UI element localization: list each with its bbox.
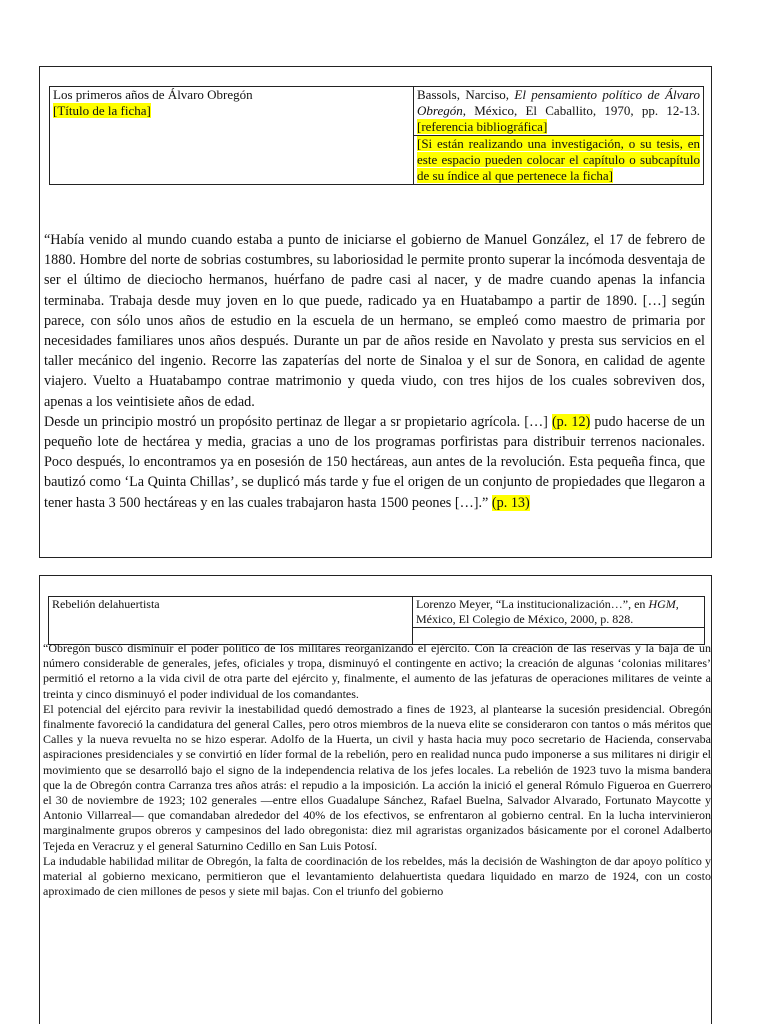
ref-rest: , México, El Caballito, 1970, pp. 12-13. — [462, 103, 700, 118]
ref-work: El pensamiento político de Álvaro Obregón — [417, 87, 700, 118]
chapter-cell — [414, 136, 704, 185]
quote-body — [44, 230, 705, 513]
card-title: Rebelión delahuertista — [52, 597, 160, 611]
quote-paragraph: “Había venido al mundo cuando estaba a punto de iniciarse el gobierno de Manuel González, el 17 de febrero de 1880. Hombre del norte de sobrias costumbres, su laboriosidad le permite pronto superar la incómoda desventaja de ser el último de dieciocho hermanos, huérfano de padre casi al nacer, y de madre cuando apenas la infancia terminaba. Trabaja desde muy joven en lo que puede, radicado ya en Huatabampo a partir de 1890. […] según parece, con sólo unos años de estudio en la escuela de un hermano, se empleó como maestro de primaria por necesidades familiares unos años después. Durante un par de años reside en Navolato y presta sus servicios en el taller mecánico del ingenio. Recorre las zapaterías del norte de Sinaloa y el sur de Sonora, en calidad de agente viajero. Vuelto a Huatabampo contrae matrimonio y queda viudo, con tres hijos de los cuales sobreviven dos, apenas a los veintisiete años de edad. — [44, 232, 705, 410]
reference-card-2 — [39, 575, 712, 1024]
reference-card-1 — [39, 66, 712, 558]
ref-author: Bassols, Narciso, — [417, 87, 515, 102]
quote-paragraph: El potencial del ejército para revivir la inestabilidad quedó demostrado a fines de 1923, al plantearse la sucesión presidencial. Obregón finalmente favoreció la candidatura del general Calles, pero otros miembros de la nueva elite se consideraron con tantos o más méritos que Calles y la nueva revuelta no se hizo esperar. Adolfo de la Huerta, un civil y hasta hacia muy poco secretario de Hacienda, conservaba aspiraciones presidenciales y se convirtió en líder formal de la rebelión, pero en realidad nunca pudo imponerse a sus militares ni dirigir el movimiento que se desarrolló bajo el signo de la independencia relativa de los jefes locales. La rebelión de 1923 tuvo la misma bandera que la de Obregón contra Carranza tres años atrás: el repudio a la imposición. La acción la inició el general Rómulo Figueroa en Guerrero el 30 de noviembre de 1923; 102 generales —entre ellos Guadalupe Sánchez, Rafael Buelna, Salvador Alvarado, Fortunato Maycotte y Antonio Villarreal— que comandaban alrededor del 40% de los efectivos, se enfrentaron al gobierno central. En la lucha intervinieron marginalmente grupos obreros y campesinos del lado obregonista: diez mil agraristas organizados básicamente por el coronel Adalberto Tejeda en Veracruz y el general Saturnino Cedillo en San Luis Potosí. — [43, 701, 711, 853]
chapter-note: [Si están realizando una investigación, o su tesis, en este espacio pueden colocar el capítulo o subcapítulo de su índice al que pertenece la ficha] — [417, 136, 700, 183]
ref-rest: México, El Colegio de México, 2000, p. 828. — [416, 612, 634, 626]
quote-text: Desde un principio mostró un propósito pertinaz de llegar a sr propietario agrícola. […] — [44, 413, 552, 430]
title-cell — [49, 597, 413, 645]
title-cell — [50, 87, 414, 185]
ref-pre: Lorenzo Meyer, “La institucionalización…”, en — [416, 597, 649, 611]
reference-cell — [414, 87, 704, 136]
card-title: Los primeros años de Álvaro Obregón — [53, 87, 253, 102]
quote-paragraph: La indudable habilidad militar de Obregón, la falta de coordinación de los rebeldes, más la decisión de Washington de dar apoyo político y material al gobierno mexicano, permitieron que el levantamiento delahuertista quedara liquidado en marzo de 1924, con un costo aproximado de cien millones de pesos y siete mil bajas. Con el triunfo del gobierno — [43, 853, 711, 899]
reference-cell — [413, 597, 705, 628]
page-ref: (p. 13) — [491, 494, 530, 511]
quote-body — [43, 641, 711, 899]
quote-text: pudo hacerse de un pequeño lote de hectárea y media, gracias a uno de los programas porfiristas para distribuir terrenos nacionales. Poco después, lo encontramos ya en posesión de 150 hectáreas, aun antes de la revolución. Esta pequeña finca, que bautizó como ‘La Quinta Chillas’, se duplicó más tarde y fue el origen de un conjunto de propiedades que llegaron a tener hasta 3 500 hectáreas y en las cuales trabajaron hasta 1500 peones […].” — [44, 413, 706, 511]
quote-paragraph: “Obregón buscó disminuir el poder político de los militares reorganizando el ejército. Con la creación de las reservas y la baja de un número considerable de generales, jefes, oficiales y tropa, disminuyó el contingente en activo; la creación de algunas ‘colonias militares’ permitió el retorno a la vida civil de otra parte del ejército y, finalmente, el aumento de las jefaturas de operaciones militares de veinte a treinta y cinco disminuyó el poder individual de los comandantes. — [43, 641, 711, 701]
ref-note: [referencia bibliográfica] — [417, 119, 548, 134]
card-header-table — [48, 596, 705, 645]
card-header-table — [49, 86, 704, 185]
page-ref: (p. 12) — [551, 413, 591, 430]
title-note: [Título de la ficha] — [53, 103, 151, 118]
quote-paragraph — [44, 412, 705, 513]
ref-work: HGM, — [648, 597, 679, 611]
